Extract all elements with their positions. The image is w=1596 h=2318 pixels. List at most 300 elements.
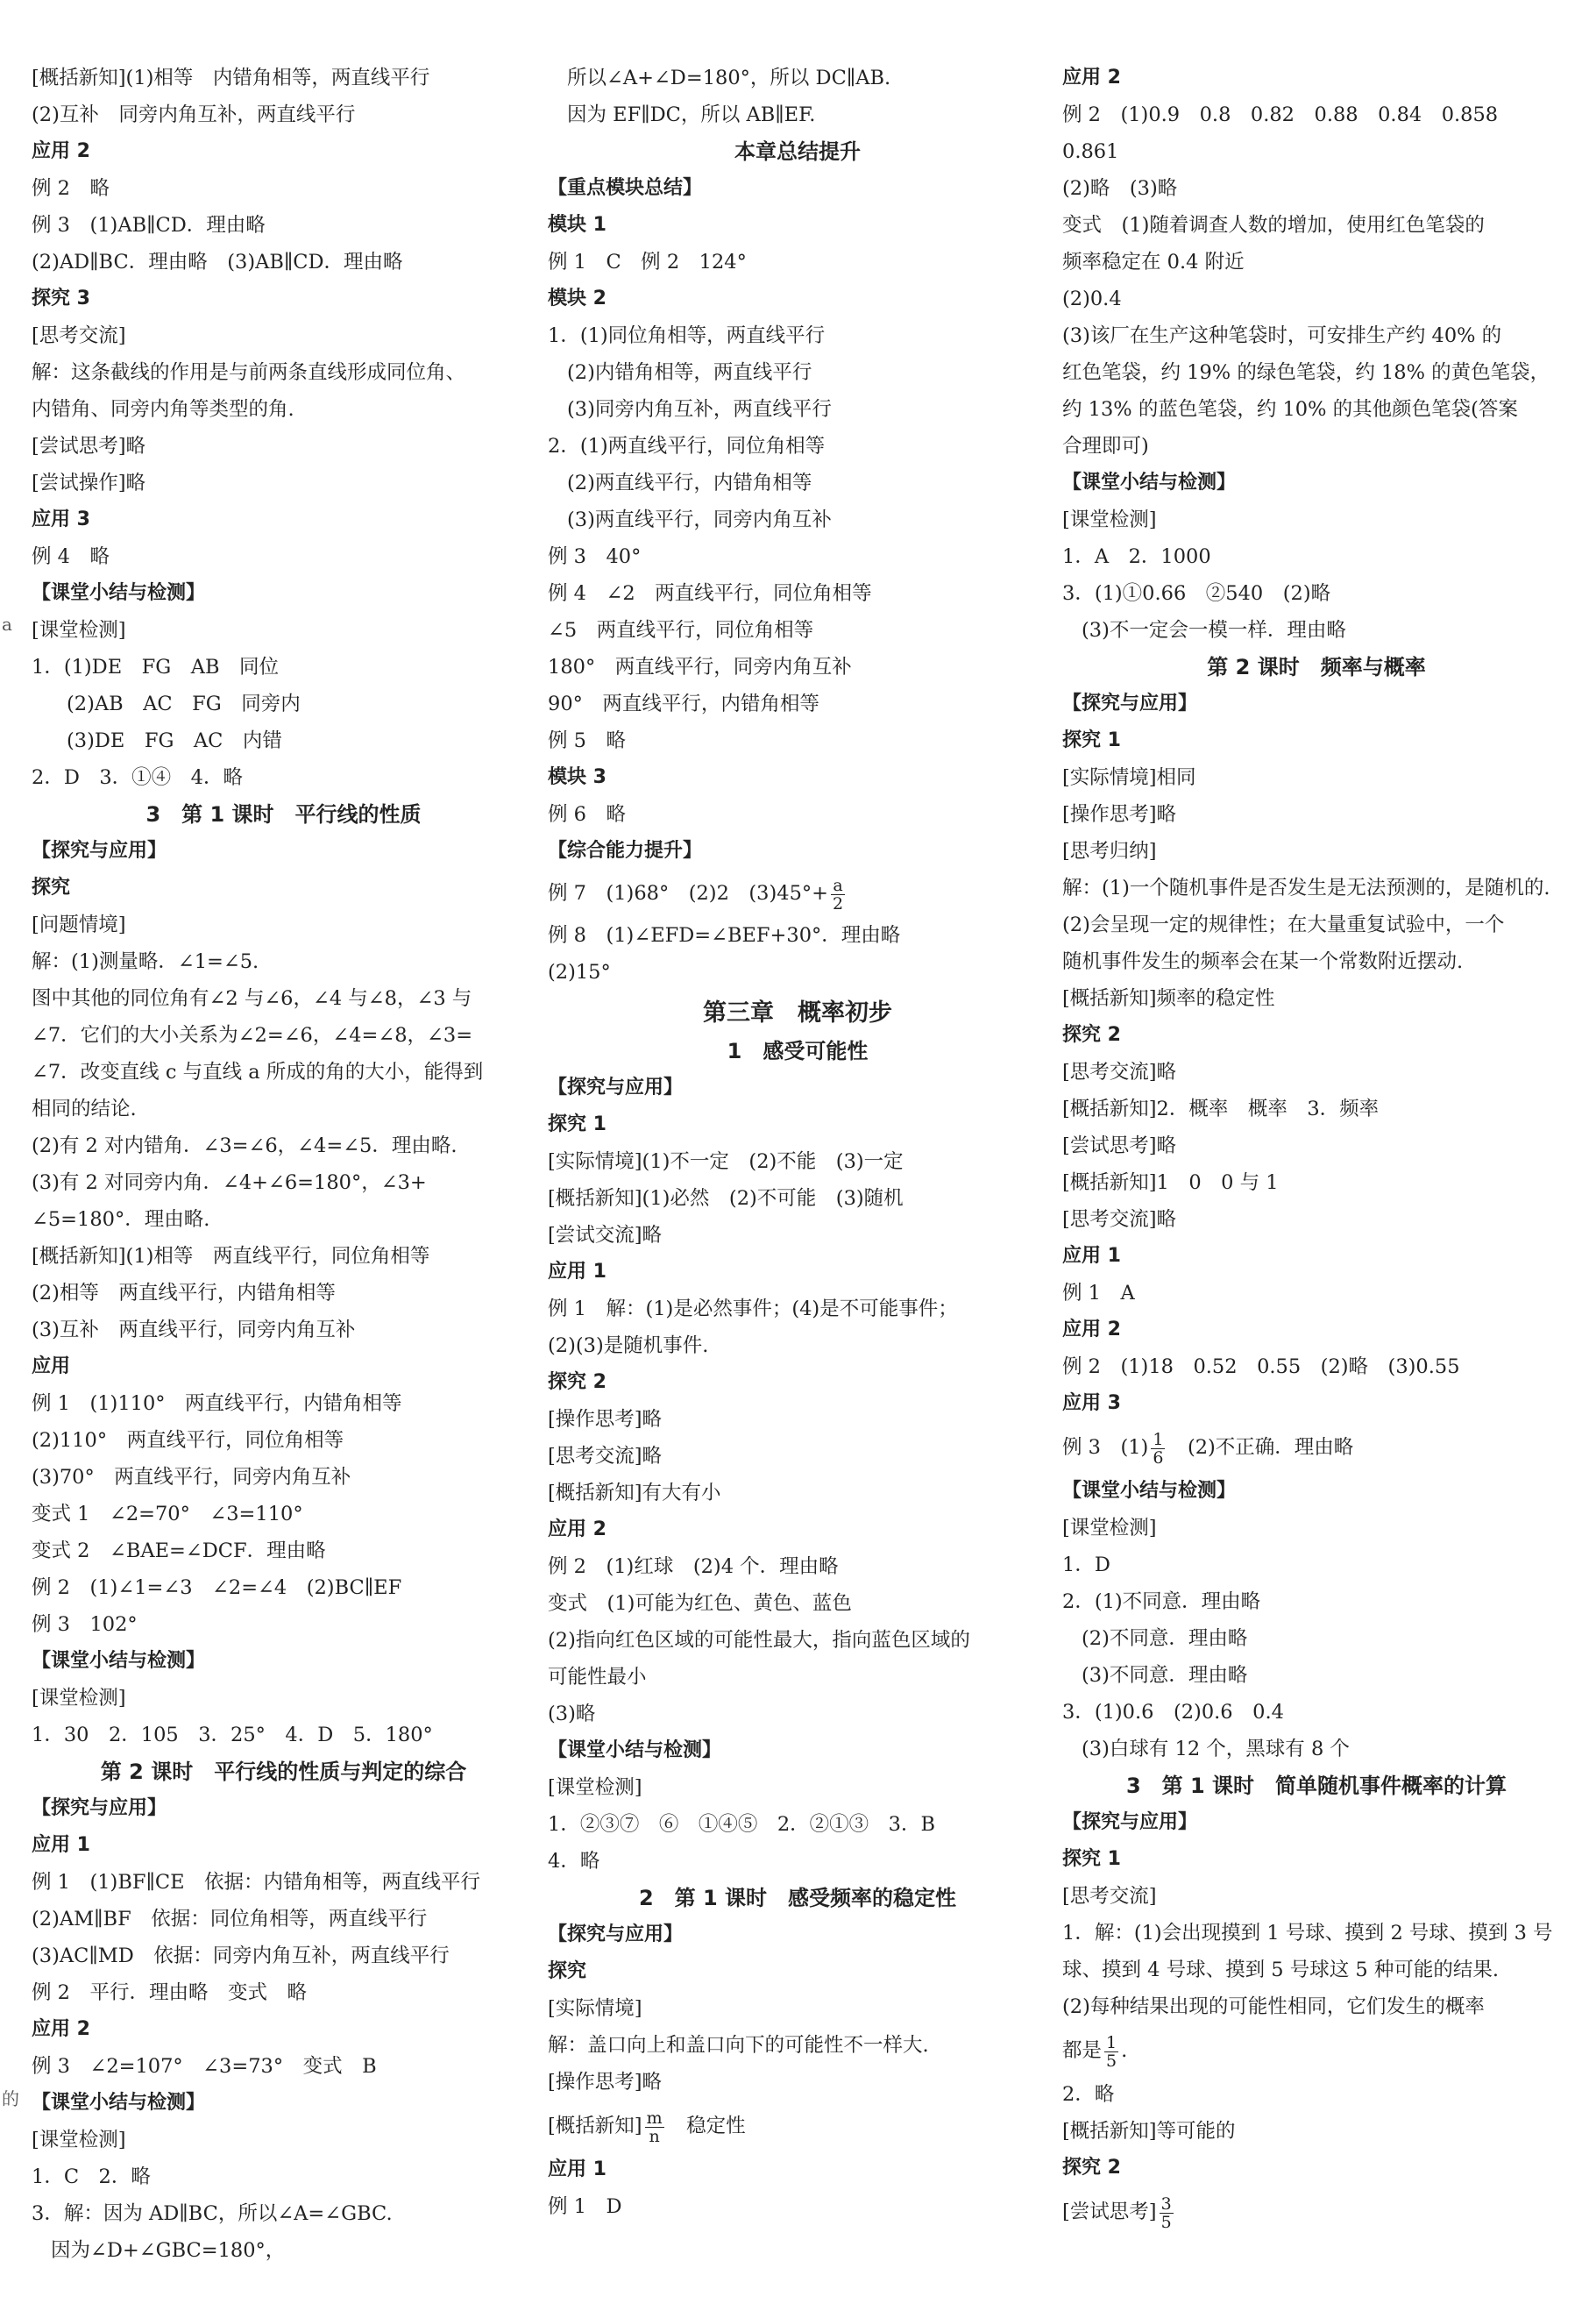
line-text: [尝试交流]略 <box>548 1224 663 1247</box>
edge-mark: 的 <box>2 2088 19 2109</box>
line-text: 探究 1 <box>1062 729 1121 751</box>
line-text: [实际情境] <box>548 1997 642 2020</box>
line-text: (2)不同意．理由略 <box>1082 1627 1248 1650</box>
text-line <box>1062 1054 1571 1091</box>
line-text: 图中其他的同位角有∠2 与∠6，∠4 与∠8，∠3 与 <box>32 987 472 1010</box>
section-title <box>548 991 1047 1033</box>
text-line <box>1062 317 1571 354</box>
text-line <box>32 1091 536 1127</box>
text-line <box>32 1312 536 1348</box>
text-line <box>1062 170 1571 207</box>
line-text: 【课堂小结与检测】 <box>1062 472 1237 494</box>
line-text: 第 2 课时 平行线的性质与判定的综合 <box>100 1760 467 1784</box>
line-text: (2)0.4 <box>1062 288 1122 310</box>
line-text: (2)AB AC FG 同旁内 <box>67 693 301 715</box>
line-text: 1．(1)同位角相等，两直线平行 <box>548 324 826 347</box>
section-label <box>32 133 536 170</box>
line-text: 3 第 1 课时 简单随机事件概率的计算 <box>1125 1774 1507 1798</box>
line-text: 【探究与应用】 <box>1062 1811 1198 1833</box>
line-text: 探究 1 <box>1062 1848 1121 1870</box>
text-line <box>1062 870 1571 907</box>
line-text: 3 第 1 课时 平行线的性质 <box>145 802 422 827</box>
section-label <box>32 1348 536 1385</box>
text-line <box>548 1769 1047 1806</box>
line-text: 【课堂小结与检测】 <box>1062 1480 1237 1502</box>
line-text: 例 1 C 例 2 124° <box>548 251 747 274</box>
text-line <box>32 1275 536 1312</box>
line-text: ∠5=180°．理由略. <box>32 1208 210 1231</box>
text-line <box>548 686 1047 722</box>
fraction-numerator: 3 <box>1160 2194 1172 2214</box>
line-text: 可能性最小 <box>548 1666 647 1689</box>
line-text: [课堂检测] <box>1062 1517 1157 1539</box>
line-text: (3)该厂在生产这种笔袋时，可安排生产约 40% 的 <box>1062 324 1502 347</box>
text-line <box>1062 1731 1571 1767</box>
line-text: 1．解：(1)会出现摸到 1 号球、摸到 2 号球、摸到 3 号 <box>1062 1922 1553 1945</box>
section-label <box>548 1364 1047 1401</box>
line-text: 【综合能力提升】 <box>548 840 703 862</box>
line-text: [课堂检测] <box>32 619 126 642</box>
line-text: 1．(1)DE FG AB 同位 <box>32 656 280 679</box>
text-line <box>32 612 536 649</box>
text-line <box>548 60 1047 96</box>
line-text: 2 第 1 课时 感受频率的稳定性 <box>638 1886 957 1910</box>
text-line <box>32 1938 536 1974</box>
fraction-denominator: 2 <box>833 893 844 914</box>
text-line <box>548 954 1047 991</box>
text-line <box>548 1843 1047 1880</box>
line-text: 例 1 (1)110° 两直线平行，内错角相等 <box>32 1392 402 1415</box>
line-text: 应用 1 <box>1062 1245 1121 1267</box>
fraction <box>1151 1431 1165 1467</box>
line-text: 【探究与应用】 <box>548 1923 684 1945</box>
line-text: 2．D 3．①④ 4．略 <box>32 766 243 789</box>
line-text: 球、摸到 4 号球、摸到 5 号球这 5 种可能的结果. <box>1062 1959 1500 1981</box>
text-line <box>32 1459 536 1496</box>
fraction-numerator: a <box>831 877 845 895</box>
text-line <box>32 1054 536 1091</box>
text-line <box>548 1475 1047 1511</box>
text-line <box>32 1864 536 1901</box>
column-middle <box>548 60 1047 2225</box>
text-line <box>548 317 1047 354</box>
line-text: (2)AM∥BF 依据：同位角相等，两直线平行 <box>32 1908 428 1930</box>
text-line <box>32 1164 536 1201</box>
text-line <box>1062 1915 1571 1952</box>
text-line <box>32 207 536 244</box>
section-label <box>1062 60 1571 96</box>
text-line <box>32 317 536 354</box>
line-text: (2)内错角相等，两直线平行 <box>567 361 812 384</box>
line-text: (2)每种结果出现的可能性相同，它们发生的概率 <box>1062 1995 1485 2018</box>
line-text: 例 2 (1)红球 (2)4 个．理由略 <box>548 1555 839 1578</box>
line-text: [概括新知]有大有小 <box>548 1482 721 1504</box>
line-text: 【探究与应用】 <box>32 840 167 862</box>
line-text: [课堂检测] <box>1062 508 1157 531</box>
section-label <box>1062 1841 1571 1878</box>
line-text: 应用 3 <box>1062 1392 1121 1414</box>
section-label <box>1062 1238 1571 1275</box>
line-text: ∠5 两直线平行，同位角相等 <box>548 619 814 642</box>
text-line <box>32 686 536 722</box>
section-label <box>1062 1312 1571 1348</box>
text-line <box>32 170 536 207</box>
text-line <box>1062 207 1571 244</box>
line-text: [概括新知](1)相等 内错角相等，两直线平行 <box>32 67 430 89</box>
text-line <box>1062 1694 1571 1731</box>
text-line <box>32 2195 536 2232</box>
section-title <box>1062 649 1571 686</box>
line-text: (2)略 (3)略 <box>1062 177 1178 200</box>
line-text: 所以∠A+∠D=180°，所以 DC∥AB. <box>567 67 891 89</box>
line-text: (3)不同意．理由略 <box>1082 1664 1248 1687</box>
line-text-after: 稳定性 <box>666 2115 746 2137</box>
line-text: 都是 <box>1062 2039 1103 2062</box>
line-text: [概括新知] <box>548 2115 642 2137</box>
text-line <box>32 1901 536 1938</box>
section-label <box>32 1790 536 1827</box>
section-label <box>548 1511 1047 1548</box>
line-text: 例 7 (1)68° (2)2 (3)45°+ <box>548 882 829 905</box>
line-text: 1 感受可能性 <box>727 1039 869 1063</box>
fraction <box>1104 2034 1118 2070</box>
line-text: 例 4 ∠2 两直线平行，同位角相等 <box>548 582 872 605</box>
line-text: [操作思考]略 <box>1062 803 1177 826</box>
section-label <box>1062 1017 1571 1054</box>
section-label <box>548 1106 1047 1143</box>
line-text: 2．略 <box>1062 2083 1115 2106</box>
line-text-after: (2)不正确．理由略 <box>1167 1436 1354 1459</box>
text-line <box>1062 1547 1571 1583</box>
section-label <box>32 1827 536 1864</box>
line-text: [思考交流] <box>32 324 126 347</box>
section-label <box>1062 686 1571 722</box>
text-line <box>32 1385 536 1422</box>
line-text: [概括新知]频率的稳定性 <box>1062 987 1275 1010</box>
text-line <box>32 2158 536 2195</box>
text-line <box>1062 796 1571 833</box>
section-label <box>548 759 1047 796</box>
fraction-numerator: 1 <box>1153 1429 1164 1449</box>
line-text: 频率稳定在 0.4 附近 <box>1062 251 1245 274</box>
line-text: [尝试思考]略 <box>32 435 146 458</box>
line-text: 第 2 课时 频率与概率 <box>1207 655 1426 679</box>
line-text: [概括新知]等可能的 <box>1062 2120 1236 2143</box>
text-line <box>32 907 536 943</box>
line-text: 例 3 (1) <box>1062 1436 1149 1459</box>
text-line <box>32 2232 536 2269</box>
line-text: 内错角、同旁内角等类型的角. <box>32 398 294 421</box>
line-text: 应用 3 <box>32 508 90 530</box>
text-line <box>548 2188 1047 2225</box>
line-text: [尝试操作]略 <box>32 472 146 494</box>
line-text: 例 2 平行．理由略 变式 略 <box>32 1981 307 2004</box>
section-label <box>32 281 536 317</box>
line-text: 【课堂小结与检测】 <box>32 1650 206 1672</box>
text-line <box>548 1585 1047 1622</box>
line-text: [思考归纳] <box>1062 840 1157 863</box>
text-line <box>1062 1422 1571 1473</box>
edge-mark: a <box>2 614 12 635</box>
line-text: 第三章 概率初步 <box>703 999 892 1027</box>
text-line <box>1062 612 1571 649</box>
line-text: [思考交流]略 <box>1062 1061 1177 1084</box>
line-text: (2)(3)是随机事件. <box>548 1334 709 1357</box>
line-text: 约 13% 的蓝色笔袋，约 10% 的其他颜色笔袋(答案 <box>1062 398 1518 421</box>
line-text: 例 1 (1)BF∥CE 依据：内错角相等，两直线平行 <box>32 1871 481 1894</box>
text-line <box>1062 2076 1571 2113</box>
line-text: 1．D <box>1062 1554 1110 1576</box>
text-line <box>548 2027 1047 2064</box>
text-line <box>548 1438 1047 1475</box>
text-line <box>32 1717 536 1753</box>
line-text: 【探究与应用】 <box>32 1797 167 1819</box>
line-text: [课堂检测] <box>548 1776 642 1799</box>
line-text: [概括新知](1)必然 (2)不可能 (3)随机 <box>548 1187 904 1210</box>
line-text: 探究 1 <box>548 1113 606 1135</box>
text-line <box>548 796 1047 833</box>
line-text: 应用 2 <box>32 2018 90 2040</box>
line-text: (2)AD∥BC．理由略 (3)AB∥CD．理由略 <box>32 251 403 274</box>
text-line <box>32 1680 536 1717</box>
line-text: 3．解：因为 AD∥BC，所以∠A=∠GBC. <box>32 2202 393 2225</box>
text-line <box>32 1569 536 1606</box>
line-text: [尝试思考] <box>1062 2201 1157 2223</box>
text-line <box>548 1217 1047 1254</box>
line-text: 例 2 (1)0.9 0.8 0.82 0.88 0.84 0.858 <box>1062 103 1499 126</box>
line-text: 【课堂小结与检测】 <box>32 2092 206 2114</box>
line-text: 应用 2 <box>1062 67 1121 89</box>
line-text: (2)相等 两直线平行，内错角相等 <box>32 1282 336 1305</box>
section-label <box>32 870 536 907</box>
text-line <box>32 428 536 465</box>
text-line <box>548 1548 1047 1585</box>
text-line <box>548 2101 1047 2151</box>
text-line <box>1062 2025 1571 2076</box>
text-line <box>548 575 1047 612</box>
line-text: 模块 1 <box>548 214 606 236</box>
text-line <box>1062 96 1571 133</box>
text-line <box>1062 1275 1571 1312</box>
text-line <box>1062 1201 1571 1238</box>
line-text: 模块 2 <box>548 288 606 309</box>
text-line <box>32 759 536 796</box>
section-label <box>548 2151 1047 2188</box>
text-line <box>32 1017 536 1054</box>
text-line <box>1062 1348 1571 1385</box>
line-text: 应用 2 <box>1062 1319 1121 1340</box>
line-text: 应用 2 <box>32 140 90 162</box>
line-text: 应用 2 <box>548 1518 606 1540</box>
line-text: (2)互补 同旁内角互补，两直线平行 <box>32 103 356 126</box>
line-text: 例 2 略 <box>32 177 110 200</box>
line-text: 解：(1)一个随机事件是否发生是无法预测的，是随机的. <box>1062 877 1550 899</box>
text-line <box>548 1401 1047 1438</box>
line-text: ∠7．它们的大小关系为∠2=∠6，∠4=∠8，∠3= <box>32 1024 473 1047</box>
line-text: 红色笔袋，约 19% 的绿色笔袋，约 18% 的黄色笔袋， <box>1062 361 1550 384</box>
text-line <box>32 1532 536 1569</box>
line-text: (3)有 2 对同旁内角．∠4+∠6=180°，∠3+ <box>32 1171 427 1194</box>
line-text: 模块 3 <box>548 766 606 788</box>
line-text: 合理即可) <box>1062 435 1149 458</box>
text-line <box>1062 133 1571 170</box>
text-line <box>32 1422 536 1459</box>
section-label <box>1062 1804 1571 1841</box>
section-label <box>548 1953 1047 1990</box>
text-line <box>1062 575 1571 612</box>
text-line <box>32 2122 536 2158</box>
text-line <box>32 1496 536 1532</box>
line-text: 90° 两直线平行，内错角相等 <box>548 693 819 715</box>
line-text: 应用 1 <box>548 1261 606 1283</box>
text-line <box>1062 1988 1571 2025</box>
column-left <box>32 60 536 2269</box>
text-line <box>1062 1091 1571 1127</box>
section-label <box>1062 1385 1571 1422</box>
line-text: 探究 2 <box>548 1371 606 1393</box>
text-line <box>32 244 536 281</box>
line-text: (2)110° 两直线平行，同位角相等 <box>32 1429 344 1452</box>
line-text: 例 3 ∠2=107° ∠3=73° 变式 B <box>32 2055 377 2078</box>
line-text: [尝试思考]略 <box>1062 1134 1177 1157</box>
fraction-denominator: 6 <box>1153 1447 1164 1468</box>
line-text-after: . <box>1121 2039 1128 2062</box>
text-line <box>548 2064 1047 2101</box>
text-line <box>32 354 536 391</box>
line-text: 例 1 A <box>1062 1282 1135 1305</box>
section-label <box>1062 722 1571 759</box>
line-text: 【重点模块总结】 <box>548 177 703 199</box>
text-line <box>548 1659 1047 1696</box>
line-text: 【课堂小结与检测】 <box>548 1739 722 1761</box>
text-line <box>1062 2186 1571 2237</box>
text-line <box>1062 2113 1571 2150</box>
line-text: (3)DE FG AC 内错 <box>67 729 282 752</box>
fraction <box>831 877 845 913</box>
line-text: [问题情境] <box>32 914 126 936</box>
line-text: (3)同旁内角互补，两直线平行 <box>567 398 832 421</box>
fraction-denominator: 5 <box>1160 2212 1172 2232</box>
text-line <box>1062 501 1571 538</box>
fraction <box>1160 2195 1174 2231</box>
section-label <box>548 1070 1047 1106</box>
line-text: 相同的结论. <box>32 1098 137 1120</box>
fraction-numerator: 1 <box>1106 2032 1117 2052</box>
section-title <box>32 1753 536 1790</box>
text-line <box>1062 281 1571 317</box>
line-text: 因为 EF∥DC，所以 AB∥EF. <box>567 103 816 126</box>
text-line <box>1062 1952 1571 1988</box>
line-text: (3)互补 两直线平行，同旁内角互补 <box>32 1319 356 1341</box>
line-text: [实际情境]相同 <box>1062 766 1196 789</box>
line-text: 例 6 略 <box>548 803 626 826</box>
text-line <box>548 722 1047 759</box>
line-text: 例 2 (1)18 0.52 0.55 (2)略 (3)0.55 <box>1062 1355 1460 1378</box>
line-text: (2)指向红色区域的可能性最大，指向蓝色区域的 <box>548 1629 970 1652</box>
text-line <box>1062 391 1571 428</box>
line-text: 180° 两直线平行，同旁内角互补 <box>548 656 852 679</box>
line-text: [操作思考]略 <box>548 2071 663 2094</box>
text-line <box>548 870 1047 917</box>
text-line <box>1062 354 1571 391</box>
section-label <box>1062 465 1571 501</box>
text-line <box>1062 1657 1571 1694</box>
text-line <box>1062 907 1571 943</box>
line-text: [实际情境](1)不一定 (2)不能 (3)一定 <box>548 1150 904 1173</box>
text-line <box>1062 1127 1571 1164</box>
line-text: 【探究与应用】 <box>548 1077 684 1099</box>
text-line <box>1062 759 1571 796</box>
line-text: 解：这条截线的作用是与前两条直线形成同位角、 <box>32 361 466 384</box>
line-text: 1．②③⑦ ⑥ ①④⑤ 2．②①③ 3．B <box>548 1813 935 1836</box>
line-text: 探究 <box>32 877 71 899</box>
text-line <box>548 354 1047 391</box>
line-text: 解：(1)测量略．∠1=∠5. <box>32 950 259 973</box>
text-line <box>548 1327 1047 1364</box>
line-text: (3)白球有 12 个，黑球有 8 个 <box>1082 1738 1350 1760</box>
text-line <box>32 1238 536 1275</box>
line-text: 探究 2 <box>1062 2157 1121 2179</box>
line-text: 3．(1)①0.66 ②540 (2)略 <box>1062 582 1331 605</box>
line-text: (3)AC∥MD 依据：同旁内角互补，两直线平行 <box>32 1945 450 1967</box>
text-line <box>1062 1510 1571 1547</box>
section-label <box>548 1254 1047 1291</box>
section-label <box>32 501 536 538</box>
section-title <box>548 133 1047 170</box>
text-line <box>32 465 536 501</box>
line-text: 1．30 2．105 3．25° 4．D 5．180° <box>32 1724 433 1746</box>
line-text: 本章总结提升 <box>734 139 861 164</box>
text-line <box>548 465 1047 501</box>
line-text: 2．(1)不同意．理由略 <box>1062 1590 1261 1613</box>
text-line <box>32 649 536 686</box>
line-text: (3)不一定会一模一样．理由略 <box>1082 619 1346 642</box>
text-line <box>32 96 536 133</box>
text-line <box>548 244 1047 281</box>
text-line <box>32 391 536 428</box>
text-line <box>1062 943 1571 980</box>
section-label <box>548 281 1047 317</box>
text-line <box>548 391 1047 428</box>
section-label <box>32 575 536 612</box>
text-line <box>1062 1583 1571 1620</box>
section-label <box>32 2011 536 2048</box>
section-label <box>548 833 1047 870</box>
line-text: (2)两直线平行，内错角相等 <box>567 472 812 494</box>
line-text: 例 3 102° <box>32 1613 138 1636</box>
line-text: 例 1 D <box>548 2195 622 2218</box>
line-text: 1．C 2．略 <box>32 2165 151 2188</box>
line-text: 探究 3 <box>32 288 90 309</box>
line-text: [思考交流]略 <box>548 1445 663 1468</box>
line-text: 解：盖口向上和盖口向下的可能性不一样大. <box>548 2034 929 2057</box>
section-label <box>548 1732 1047 1769</box>
line-text: [概括新知](1)相等 两直线平行，同位角相等 <box>32 1245 430 1268</box>
text-line <box>32 2048 536 2085</box>
fraction-denominator: n <box>649 2126 660 2146</box>
text-line <box>32 722 536 759</box>
section-label <box>32 833 536 870</box>
line-text: 变式 (1)可能为红色、黄色、蓝色 <box>548 1592 852 1615</box>
line-text: 1．A 2．1000 <box>1062 545 1211 568</box>
text-line <box>548 1806 1047 1843</box>
section-title <box>548 1880 1047 1916</box>
text-line <box>1062 1878 1571 1915</box>
fraction-denominator: 5 <box>1106 2051 1117 2071</box>
section-title <box>1062 1767 1571 1804</box>
section-label <box>548 1916 1047 1953</box>
line-text: 例 3 (1)AB∥CD．理由略 <box>32 214 266 237</box>
